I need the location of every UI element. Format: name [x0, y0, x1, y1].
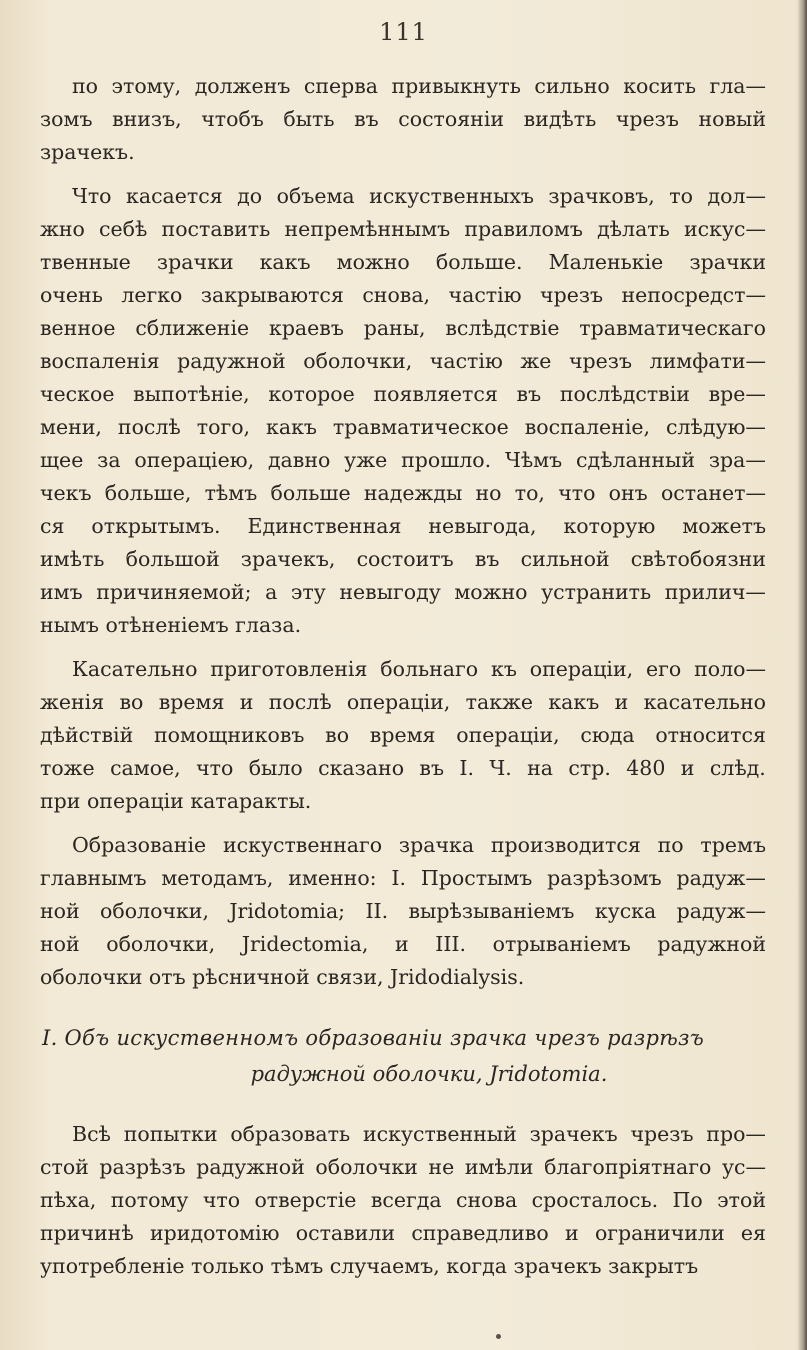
paragraph [40, 70, 766, 169]
text-line: нымъ отѣненiемъ глаза. [40, 613, 302, 637]
text-line: главнымъ методамъ, именно: I. Простымъ разрѣзомъ радуж— [40, 866, 766, 890]
text-line: мени, послѣ того, какъ травматическое воспаленiе, слѣдую— [40, 415, 766, 439]
text-line: имѣть большой зрачекъ, состоитъ въ сильной свѣтобоязни [40, 547, 766, 571]
text-line: чекъ больше, тѣмъ больше надежды но то, что онъ останет— [40, 481, 766, 505]
text-line: воспаленiя радужной оболочки, частiю же чрезъ лимфати— [40, 349, 766, 373]
text-line: твенные зрачки какъ можно больше. Маленькiе зрачки [40, 250, 766, 274]
text-line: дѣйствiй помощниковъ во время операцiи, сюда относится [40, 723, 766, 747]
page-body [40, 70, 766, 1283]
paragraph [40, 1118, 766, 1283]
text-line: Касательно приготовленiя больнаго къ операцiи, его поло— [72, 657, 766, 681]
text-line: зрачекъ. [40, 140, 135, 164]
section-heading-line-1: I. Объ искуственномъ образованiи зрачка чрезъ разрѣзъ [42, 1026, 705, 1050]
paragraph [40, 180, 766, 642]
text-line: ной оболочки, Jridotomia; II. вырѣзыванiемъ куска радуж— [40, 899, 766, 923]
text-line: Образованiе искуственнаго зрачка производится по тремъ [72, 833, 766, 857]
text-line: ческое выпотѣнiе, которое появляется въ послѣдствiи вре— [40, 382, 766, 406]
text-line: тоже самое, что было сказано въ I. Ч. на стр. 480 и слѣд. [40, 756, 766, 780]
text-line: ся открытымъ. Единственная невыгода, которую можетъ [40, 514, 766, 538]
text-line: употребленiе только тѣмъ случаемъ, когда зрачекъ закрытъ [40, 1254, 699, 1278]
text-line: оболочки отъ рѣсничной связи, Jridodialysis. [40, 965, 525, 989]
text-line: ной оболочки, Jridectomia, и III. отрыванiемъ радужной [40, 932, 766, 956]
section-heading-line-2: радужной оболочки, Jridotomia. [250, 1062, 608, 1086]
text-line: очень легко закрываются снова, частiю чрезъ непосредст— [40, 283, 766, 307]
text-line: имъ причиняемой; а эту невыгоду можно устранить прилич— [40, 580, 766, 604]
text-line: щее за операцiею, давно уже прошло. Чѣмъ сдѣланный зра— [40, 448, 766, 472]
text-line: Что касается до объема искуственныхъ зрачковъ, то дол— [72, 184, 766, 208]
text-line: женiя во время и послѣ операцiи, также какъ и касательно [40, 690, 766, 714]
print-speck [496, 1334, 501, 1339]
text-line: по этому, долженъ сперва привыкнуть сильно косить гла— [72, 74, 766, 98]
page-number: 111 [379, 18, 428, 46]
paragraph [40, 653, 766, 818]
text-line: зомъ внизъ, чтобъ быть въ состоянiи видѣть чрезъ новый [40, 107, 766, 131]
paragraph [40, 829, 766, 994]
text-line: стой разрѣзъ радужной оболочки не имѣли благопрiятнаго ус— [40, 1155, 766, 1179]
text-line: пѣха, потому что отверстiе всегда снова сросталось. По этой [40, 1188, 766, 1212]
page-edge-shadow [797, 0, 807, 1350]
text-line: жно себѣ поставить непремѣннымъ правиломъ дѣлать искус— [40, 217, 766, 241]
text-line: при операцiи катаракты. [40, 789, 312, 813]
text-line: причинѣ иридотомiю оставили справедливо и ограничили ея [40, 1221, 766, 1245]
text-line: венное сближенiе краевъ раны, вслѣдствiе травматическаго [40, 316, 766, 340]
text-line: Всѣ попытки образовать искуственный зрачекъ чрезъ про— [72, 1122, 766, 1146]
